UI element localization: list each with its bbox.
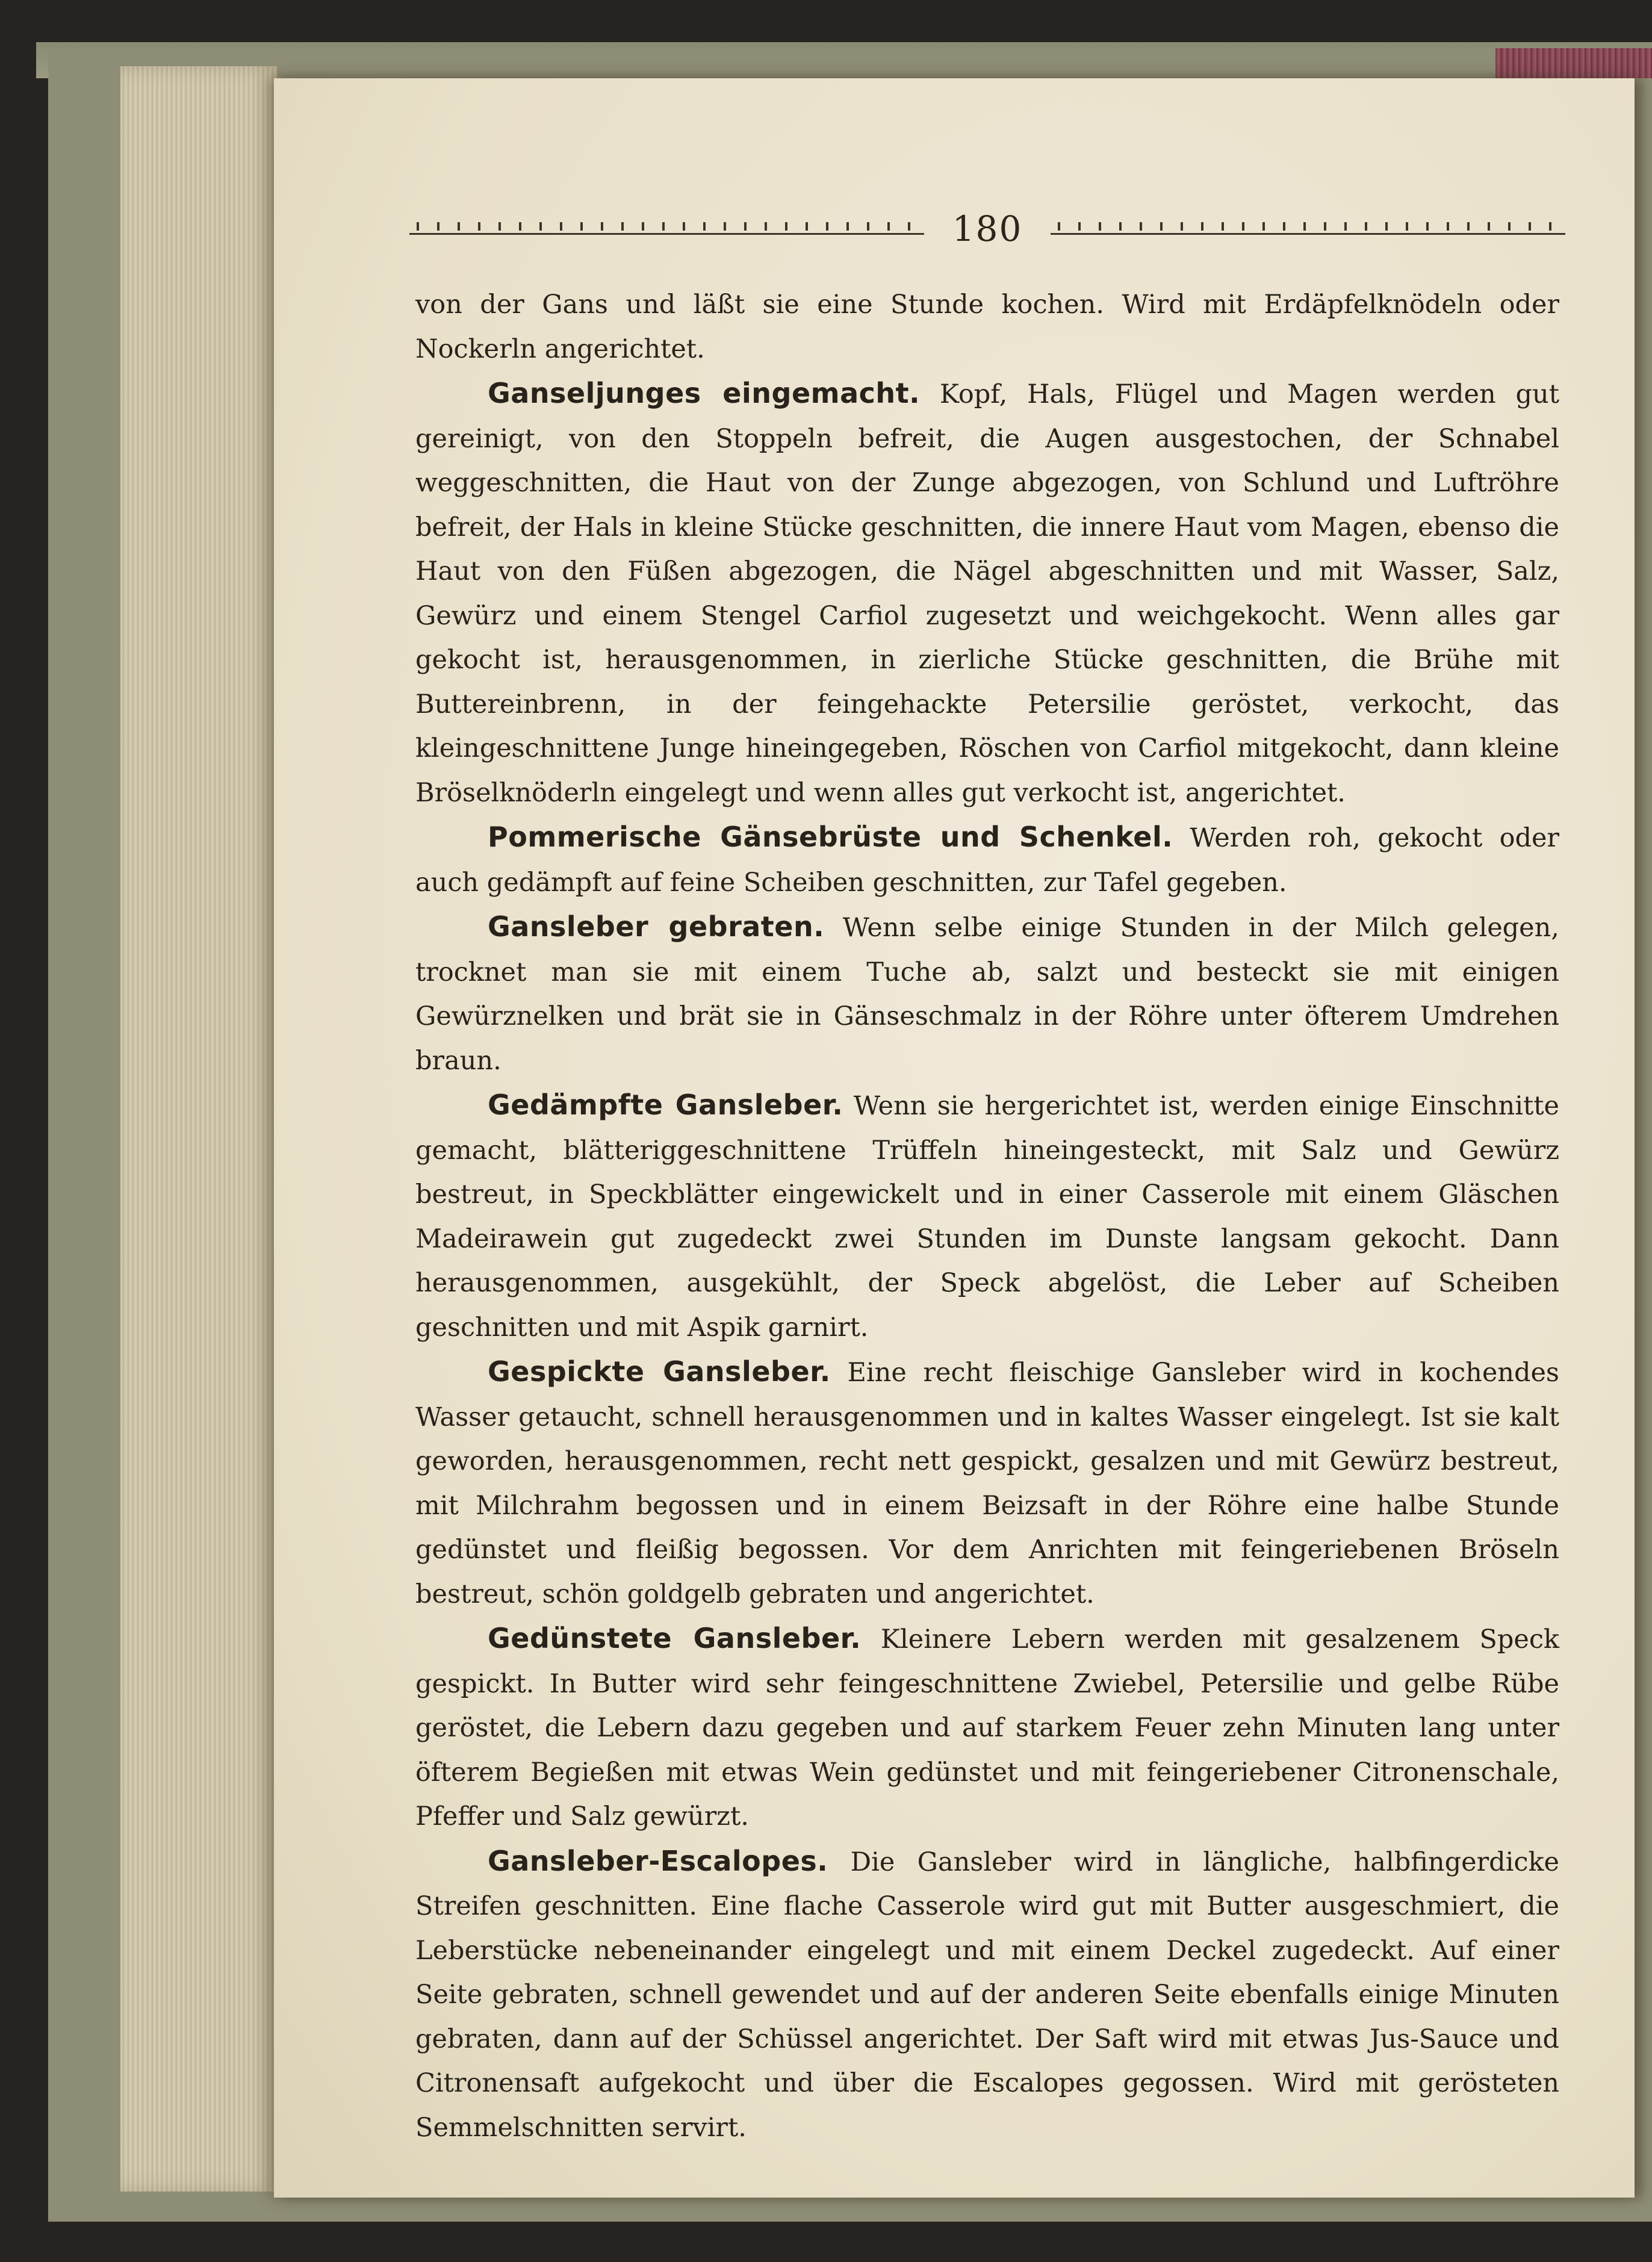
recipe-paragraph bbox=[415, 1350, 1559, 1617]
page-edges bbox=[120, 66, 277, 2192]
recipe-text: Wenn selbe einige Stunden in der Milch gelegen, trocknet man sie mit einem Tuche ab, salzt und besteckt sie mit einigen Gewürznelken und brät sie in Gänseschmalz in der Röhre unter öfterem Umdrehen braun. bbox=[415, 913, 1559, 1076]
header-ornament-left bbox=[409, 222, 924, 235]
recipe-text: Kleinere Lebern werden mit gesalzenem Speck gespickt. In Butter wird sehr feingeschnittene Zwiebel, Petersilie und gelbe Rübe geröstet, die Lebern dazu gegeben und auf starkem Feuer zehn Minuten lang unter öfterem Begießen mit etwas Wein gedünstet und mit feingeriebener Citronenschale, Pfeffer und Salz gewürzt. bbox=[415, 1624, 1559, 1832]
recipe-paragraph bbox=[415, 1617, 1559, 1839]
page-header bbox=[409, 208, 1565, 250]
recipe-heading: Gespickte Gansleber. bbox=[488, 1355, 831, 1388]
recipe-paragraph bbox=[415, 371, 1559, 815]
recipe-paragraph bbox=[415, 1839, 1559, 2151]
recipe-text: Kopf, Hals, Flügel und Magen werden gut gereinigt, von den Stoppeln befreit, die Augen ausgestochen, der Schnabel weggeschnitten, die Haut von der Zunge abgezogen, von Schlund und Luftröhre befreit, der Hals in kleine Stücke geschnitten, die innere Haut vom Magen, ebenso die Haut von den Füßen abgezogen, die Nägel abgeschnitten und mit Wasser, Salz, Gewürz und einem Stengel Carfiol zugesetzt und weichgekocht. Wenn alles gar gekocht ist, herausgenommen, in zierliche Stücke geschnitten, die Brühe mit Buttereinbrenn, in der feingehackte Petersilie geröstet, verkocht, das kleingeschnittene Junge hineingegeben, Röschen von Carfiol mitgekocht, dann kleine Bröselknöderln eingelegt und wenn alles gut verkocht ist, angerichtet. bbox=[415, 379, 1560, 808]
recipe-text: Wenn sie hergerichtet ist, werden einige Einschnitte gemacht, blätteriggeschnittene Trüffeln hineingesteckt, mit Salz und Gewürz bestreut, in Speckblätter eingewickelt und in einer Casserole mit einem Gläschen Madeirawein gut zugedeckt zwei Stunden im Dunste langsam gekocht. Dann herausgenommen, ausgekühlt, der Speck abgelöst, die Leber auf Scheiben geschnitten und mit Aspik garnirt. bbox=[415, 1091, 1559, 1343]
recipe-heading: Ganseljunges eingemacht. bbox=[488, 377, 921, 409]
recipe-text: Werden roh, gekocht oder auch gedämpft auf feine Scheiben geschnitten, zur Tafel gegeben. bbox=[415, 823, 1559, 898]
bookmark-ribbon bbox=[1495, 48, 1652, 78]
recipe-heading: Gansleber gebraten. bbox=[488, 910, 825, 943]
recipe-paragraph bbox=[415, 1083, 1559, 1350]
recipe-text: Eine recht fleischige Gansleber wird in kochendes Wasser getaucht, schnell herausgenommen und in kaltes Wasser eingelegt. Ist sie kalt geworden, herausgenommen, recht nett gespickt, gesalzen und mit Gewürz bestreut, mit Milchrahm begossen und in einem Beizsaft in der Röhre eine halbe Stunde gedünstet und fleißig begossen. Vor dem Anrichten mit feingeriebenen Bröseln bestreut, schön goldgelb gebraten und angerichtet. bbox=[415, 1358, 1559, 1609]
header-ornament-right bbox=[1051, 222, 1565, 235]
recipe-heading: Gedämpfte Gansleber. bbox=[488, 1089, 843, 1121]
recipe-heading: Gedünstete Gansleber. bbox=[488, 1622, 862, 1655]
body-text bbox=[415, 283, 1559, 2150]
recipe-heading: Gansleber-Escalopes. bbox=[488, 1844, 828, 1877]
page-number: 180 bbox=[952, 208, 1023, 249]
recipe-text: Die Gansleber wird in längliche, halbfingerdicke Streifen geschnitten. Eine flache Casserole wird gut mit Butter ausgeschmiert, die Leberstücke nebeneinander eingelegt und mit einem Deckel zugedeckt. Auf einer Seite gebraten, schnell gewendet und auf der anderen Seite ebenfalls einige Minuten gebraten, dann auf der Schüssel angerichtet. Der Saft wird mit etwas Jus-Sauce und Citronensaft aufgekocht und über die Escalopes gegossen. Wird mit gerösteten Semmelschnitten servirt. bbox=[415, 1847, 1559, 2143]
recipe-paragraph bbox=[415, 815, 1559, 905]
recipe-heading: Pommerische Gänsebrüste und Schenkel. bbox=[488, 821, 1173, 853]
paragraph-text: von der Gans und läßt sie eine Stunde kochen. Wird mit Erdäpfelknödeln oder Nockerln angerichtet. bbox=[415, 290, 1559, 364]
paragraph-continuation bbox=[415, 283, 1559, 371]
recipe-paragraph bbox=[415, 905, 1559, 1083]
